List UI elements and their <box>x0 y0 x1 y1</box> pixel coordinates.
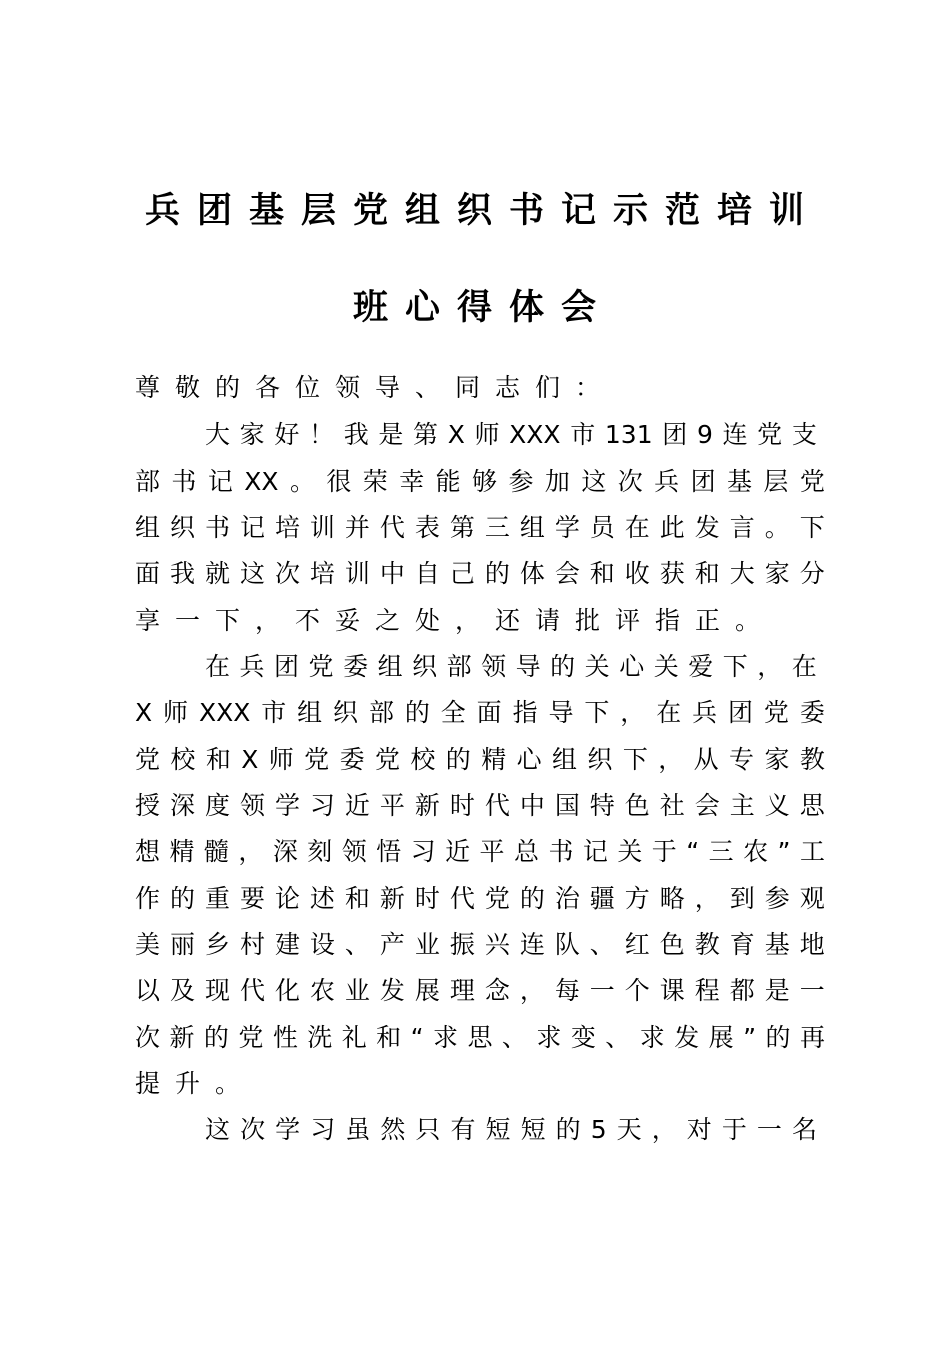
paragraph-line: 部 书 记 XX 。 很 荣 幸 能 够 参 加 这 次 兵 团 基 层 党 <box>135 467 825 496</box>
paragraph-line: 美 丽 乡 村 建 设 、 产 业 振 兴 连 队 、 红 色 教 育 基 地 <box>135 930 825 959</box>
paragraph-line: 作 的 重 要 论 述 和 新 时 代 党 的 治 疆 方 略 ， 到 参 观 <box>135 884 825 913</box>
paragraph-line: 面 我 就 这 次 培 训 中 自 己 的 体 会 和 收 获 和 大 家 分 <box>135 559 825 588</box>
paragraph-line: 党 校 和 X 师 党 委 党 校 的 精 心 组 织 下 ， 从 专 家 教 <box>135 745 825 774</box>
paragraph-line: 享一下，不妥之处，还请批评指正。 <box>135 606 776 635</box>
salutation-line: 尊敬的各位领导、同志们： <box>135 373 616 402</box>
paragraph-line: 提升。 <box>135 1069 256 1098</box>
paragraph-line: 在 兵 团 党 委 组 织 部 领 导 的 关 心 关 爱 下 ， 在 <box>205 652 817 681</box>
paragraph-line: 想 精 髓 ， 深 刻 领 悟 习 近 平 总 书 记 关 于 “ 三 农 ” 工 <box>135 837 825 866</box>
paragraph-line: 授 深 度 领 学 习 近 平 新 时 代 中 国 特 色 社 会 主 义 思 <box>135 791 825 820</box>
document-title-line-2: 班心得体会 <box>352 288 613 328</box>
paragraph-line: 大 家 好 ！ 我 是 第 X 师 XXX 市 131 团 9 连 党 支 <box>205 420 817 449</box>
paragraph-line: X 师 XXX 市 组 织 部 的 全 面 指 导 下 ， 在 兵 团 党 委 <box>135 698 825 727</box>
paragraph-line: 以 及 现 代 化 农 业 发 展 理 念 ， 每 一 个 课 程 都 是 一 <box>135 976 825 1005</box>
paragraph-line: 组 织 书 记 培 训 并 代 表 第 三 组 学 员 在 此 发 言 。 下 <box>135 513 825 542</box>
paragraph-line: 次 新 的 党 性 洗 礼 和 “ 求 思 、 求 变 、 求 发 展 ” 的 再 <box>135 1023 825 1052</box>
document-title-line-1: 兵团基层党组织书记示范培训 <box>144 191 821 231</box>
paragraph-line: 这 次 学 习 虽 然 只 有 短 短 的 5 天 ， 对 于 一 名 <box>205 1115 817 1144</box>
